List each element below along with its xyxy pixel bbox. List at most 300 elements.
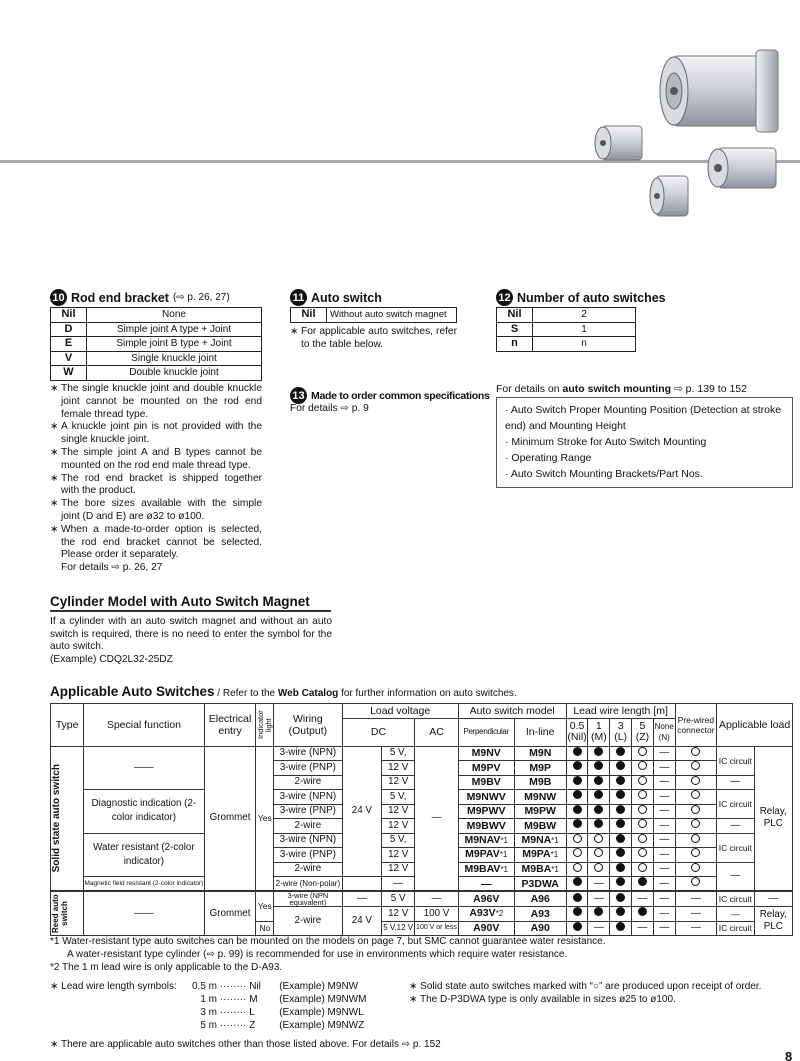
- perp-model: M9NWV: [458, 790, 514, 805]
- available-dot-icon: [616, 805, 625, 814]
- lead-cell: [632, 862, 654, 877]
- section-number-13: 13: [290, 387, 307, 404]
- available-dot-icon: [616, 790, 625, 799]
- table-row: [51, 351, 262, 366]
- perp-model: M9NAV*1: [458, 833, 514, 848]
- list-item: · Auto Switch Proper Mounting Position (Detection at stroke end) and Mounting Height: [505, 404, 782, 432]
- lead-cell: [566, 819, 588, 834]
- made-to-order-ring-icon: [638, 790, 647, 799]
- available-dot-icon: [594, 819, 603, 828]
- lead-cell: [675, 848, 717, 863]
- available-dot-icon: [616, 922, 625, 931]
- lead-cell: [610, 921, 632, 936]
- inline-model: M9PA*1: [514, 848, 566, 863]
- voltage-cell: 5 V: [382, 891, 415, 907]
- lead-cell: [675, 761, 717, 776]
- rod-end-bracket-table: [50, 307, 262, 381]
- col-electrical: Electrical entry: [204, 704, 256, 747]
- function-cell: ——: [84, 746, 204, 790]
- table-row: [51, 337, 262, 352]
- lead-row: 5 m ········ Z (Example) M9NWZ: [200, 1020, 365, 1031]
- perp-model: M9BAV*1: [458, 862, 514, 877]
- inline-model: M9P: [514, 761, 566, 776]
- inline-model: A96: [514, 891, 566, 907]
- dash: —: [690, 907, 701, 919]
- col-indicator: Indicator light: [256, 704, 274, 747]
- load-cell: IC circuit: [717, 833, 754, 862]
- type-reed: Reed auto switch: [51, 891, 84, 936]
- lead-cell: [566, 833, 588, 848]
- lead-cell: [653, 921, 675, 936]
- dash: —: [659, 834, 670, 846]
- wiring-cell: 3-wire (PNP): [274, 761, 343, 776]
- col-inline: In-line: [514, 718, 566, 746]
- col-3: 3 (L): [610, 718, 632, 746]
- dc-cell: [342, 877, 381, 892]
- dash: —: [659, 776, 670, 788]
- lead-cell: [588, 862, 610, 877]
- function-cell: Water resistant (2-color indicator): [84, 833, 204, 877]
- voltage-cell: 12 V: [382, 907, 415, 922]
- mounting-details-box: [496, 397, 793, 488]
- available-dot-icon: [616, 848, 625, 857]
- col-ac: AC: [415, 718, 458, 746]
- made-to-order-ring-icon: [573, 848, 582, 857]
- lead-cell: [566, 891, 588, 907]
- voltage-cell: 5 V,: [382, 833, 415, 848]
- inline-model: M9PW: [514, 804, 566, 819]
- lead-cell: [566, 804, 588, 819]
- made-to-order-title: [290, 387, 490, 404]
- col-type: Type: [51, 704, 84, 747]
- desc-cell: Single knuckle joint: [87, 351, 262, 366]
- applicable-switches-heading: Applicable Auto Switches / Refer to the Web Catalog for further information on auto switches.: [50, 684, 517, 699]
- wiring-cell: 3-wire (NPN): [274, 790, 343, 805]
- lead-cell: [632, 877, 654, 892]
- perp-model: M9BV: [458, 775, 514, 790]
- dash: —: [659, 805, 670, 817]
- auto-switch-note: [290, 326, 457, 352]
- code-cell: D: [51, 322, 87, 337]
- available-dot-icon: [638, 877, 647, 886]
- load-cell: IC circuit: [717, 790, 754, 819]
- col-lead: Lead wire length [m]: [566, 704, 675, 719]
- desc-cell: 2: [533, 308, 636, 323]
- wiring-cell: 3-wire (NPN): [274, 746, 343, 761]
- lead-cell: [610, 746, 632, 761]
- list-item: · Auto Switch Mounting Brackets/Part Nos.: [505, 468, 703, 480]
- lead-cell: [588, 761, 610, 776]
- available-dot-icon: [573, 893, 582, 902]
- lead-cell: [675, 819, 717, 834]
- note-item: ∗ The rod end bracket is shipped together with the product.: [50, 472, 262, 497]
- made-to-order-ring-icon: [691, 805, 700, 814]
- made-to-order-ring-icon: [638, 834, 647, 843]
- load-cell: —: [717, 819, 754, 834]
- wiring-cell: 2-wire: [274, 819, 343, 834]
- available-dot-icon: [573, 747, 582, 756]
- cylinder-model-text: If a cylinder with an auto switch magnet and without an auto switch is required, there is no need to enter the symbol for the auto switch. (Example) CDQ2L32-25DZ: [50, 616, 332, 665]
- table-row: [497, 337, 636, 352]
- lead-cell: [566, 775, 588, 790]
- available-dot-icon: [638, 907, 647, 916]
- lead-row: 3 m ········ L (Example) M9NWL: [200, 1007, 364, 1018]
- inline-model: P3DWA: [514, 877, 566, 892]
- made-to-order-ring-icon: [691, 834, 700, 843]
- lead-cell: [632, 921, 654, 936]
- applicable-switches-table: [50, 703, 793, 936]
- lead-cell: [675, 891, 717, 907]
- perp-model: M9PV: [458, 761, 514, 776]
- footnote-1b[interactable]: A water-resistant type cylinder (⇨ p. 99) is recommended for use in environments which require water resistance.: [67, 949, 568, 960]
- perp-model: M9NV: [458, 746, 514, 761]
- voltage-cell: 5 V,12 V: [382, 921, 415, 936]
- desc-cell: 1: [533, 322, 636, 337]
- lead-cell: [632, 790, 654, 805]
- lead-cell: [675, 921, 717, 936]
- table-row: [51, 746, 793, 761]
- perp-model: M9PWV: [458, 804, 514, 819]
- lead-cell: [566, 907, 588, 922]
- table-row: [51, 366, 262, 381]
- load-cell: IC circuit: [717, 891, 754, 907]
- available-dot-icon: [616, 907, 625, 916]
- made-to-order-ring-icon: [691, 863, 700, 872]
- available-dot-icon: [594, 776, 603, 785]
- lead-cell: [632, 891, 654, 907]
- available-dot-icon: [594, 805, 603, 814]
- lead-cell: [653, 819, 675, 834]
- made-to-order-ring-icon: [691, 848, 700, 857]
- lead-cell: [610, 761, 632, 776]
- lead-cell: [588, 819, 610, 834]
- dash: —: [659, 907, 670, 919]
- list-item: · Minimum Stroke for Auto Switch Mounting: [505, 436, 707, 448]
- note-item: ∗ The single knuckle joint and double knuckle joint cannot be mounted on the rod end female thread type.: [50, 383, 262, 420]
- lead-cell: [653, 775, 675, 790]
- dash: —: [690, 922, 701, 934]
- lead-cell: [675, 790, 717, 805]
- lead-cell: [610, 790, 632, 805]
- lead-cell: [653, 804, 675, 819]
- note-details[interactable]: For details ⇨ p. 26, 27: [61, 562, 163, 574]
- lead-cell: [653, 790, 675, 805]
- dash: —: [659, 761, 670, 773]
- rod-end-bracket-label: Rod end bracket: [71, 290, 169, 305]
- section-number-12: 12: [496, 289, 513, 306]
- wiring-cell: 2-wire: [274, 862, 343, 877]
- inline-model: M9BW: [514, 819, 566, 834]
- page-number: 8: [785, 1049, 793, 1061]
- lead-cell: [566, 862, 588, 877]
- footnote-2: *2 The 1 m lead wire is only applicable to the D-A93.: [50, 962, 283, 973]
- wiring-cell: 2-wire (Non-polar): [274, 877, 343, 892]
- lead-cell: [675, 833, 717, 848]
- inline-model: M9BA*1: [514, 862, 566, 877]
- voltage-cell: 12 V: [382, 848, 415, 863]
- made-to-order-ring-icon: [638, 776, 647, 785]
- voltage-cell: 5 V,: [382, 790, 415, 805]
- number-of-switches-table: [496, 307, 636, 352]
- lead-row: 0.5 m ········ Nil (Example) M9NW: [191, 981, 359, 992]
- desc-cell: n: [533, 337, 636, 352]
- col-none: None (N): [653, 718, 675, 746]
- lead-cell: [588, 921, 610, 936]
- perp-model: A96V: [458, 891, 514, 907]
- dash: —: [659, 819, 670, 831]
- lead-cell: [610, 848, 632, 863]
- wiring-cell: 3-wire (NPN): [274, 833, 343, 848]
- voltage-cell: —: [382, 877, 415, 892]
- lead-cell: [653, 746, 675, 761]
- load-cell: —: [717, 907, 754, 922]
- available-dot-icon: [573, 877, 582, 886]
- available-dot-icon: [573, 761, 582, 770]
- voltage-cell: 12 V: [382, 804, 415, 819]
- lead-cell: [610, 775, 632, 790]
- code-cell: n: [497, 337, 533, 352]
- code-cell: Nil: [497, 308, 533, 323]
- section-number-11: 11: [290, 289, 307, 306]
- dash: —: [593, 922, 604, 934]
- ac-cell: —: [415, 891, 458, 907]
- available-dot-icon: [616, 747, 625, 756]
- dash: —: [659, 922, 670, 934]
- col-prewired: Pre-wired connector: [675, 704, 717, 747]
- function-cell: ——: [84, 891, 204, 936]
- lead-cell: [588, 877, 610, 892]
- lead-cell: [566, 790, 588, 805]
- dc-cell: —: [342, 891, 381, 907]
- note-item: ∗ For applicable auto switches, refer to the table below.: [290, 326, 457, 350]
- wiring-cell: 2-wire: [274, 907, 343, 936]
- lead-cell: [632, 775, 654, 790]
- product-image-cylinders: [580, 38, 795, 223]
- lead-cell: [653, 848, 675, 863]
- col-perp: Perpendicular: [458, 718, 514, 746]
- wiring-cell: 3-wire (NPN equivalent): [274, 891, 343, 907]
- desc-cell: Simple joint B type + Joint: [87, 337, 262, 352]
- lead-row: 1 m ········ M (Example) M9NWM: [200, 994, 367, 1005]
- note-item: ∗ The bore sizes available with the simple joint (D and E) are ø32 to ø100.: [50, 498, 262, 522]
- auto-switch-label: Auto switch: [311, 290, 382, 305]
- available-dot-icon: [616, 863, 625, 872]
- dash: —: [659, 790, 670, 802]
- perp-model: A90V: [458, 921, 514, 936]
- ac-cell: 100 V or less: [415, 921, 458, 936]
- voltage-cell: 12 V: [382, 775, 415, 790]
- made-to-order-ring-icon: [691, 819, 700, 828]
- available-dot-icon: [594, 761, 603, 770]
- list-item: · Operating Range: [505, 452, 592, 464]
- made-to-order-ring-icon: [573, 863, 582, 872]
- lead-wire-symbols-title: ∗ Lead wire length symbols:: [50, 981, 177, 992]
- made-to-order-ring-icon: [594, 863, 603, 872]
- dash: —: [659, 877, 670, 889]
- available-dot-icon: [616, 834, 625, 843]
- wiring-cell: 2-wire: [274, 775, 343, 790]
- lead-cell: [588, 833, 610, 848]
- made-to-order-ring-icon: [638, 761, 647, 770]
- number-of-switches-label: Number of auto switches: [517, 290, 666, 305]
- available-dot-icon: [594, 790, 603, 799]
- available-dot-icon: [616, 776, 625, 785]
- lead-cell: [632, 746, 654, 761]
- ac-cell: —: [415, 746, 458, 891]
- code-cell: W: [51, 366, 87, 381]
- code-cell: Nil: [291, 308, 327, 323]
- voltage-cell: 12 V: [382, 761, 415, 776]
- lead-cell: [566, 921, 588, 936]
- table-row: [497, 322, 636, 337]
- code-cell: Nil: [51, 308, 87, 323]
- lead-cell: [653, 891, 675, 907]
- lead-cell: [610, 833, 632, 848]
- rod-end-bracket-notes: [50, 383, 262, 575]
- available-dot-icon: [594, 907, 603, 916]
- section-number-10: 10: [50, 289, 67, 306]
- ac-cell: 100 V: [415, 907, 458, 922]
- table-header-row: [51, 704, 793, 719]
- note-item: ∗ A knuckle joint pin is not provided with the single knuckle joint.: [50, 421, 262, 446]
- footnote-1: *1 Water-resistant type auto switches can be mounted on the models on page 7, but SMC cannot guarantee water resistance.: [50, 936, 606, 947]
- inline-model: M9NW: [514, 790, 566, 805]
- dash: —: [637, 922, 648, 934]
- available-dot-icon: [616, 819, 625, 828]
- made-to-order-ring-icon: [573, 834, 582, 843]
- lead-cell: [653, 761, 675, 776]
- available-dot-icon: [573, 805, 582, 814]
- type-solid: Solid state auto switch: [51, 746, 84, 891]
- dash: —: [593, 877, 604, 889]
- inline-model: M9B: [514, 775, 566, 790]
- lead-cell: [610, 862, 632, 877]
- inline-model: M9N: [514, 746, 566, 761]
- lead-cell: [610, 804, 632, 819]
- made-to-order-ring-icon: [638, 863, 647, 872]
- made-to-order-ring-icon: [594, 848, 603, 857]
- available-dot-icon: [616, 761, 625, 770]
- made-to-order-details[interactable]: For details ⇨ p. 9: [290, 403, 369, 414]
- desc-cell: None: [87, 308, 262, 323]
- available-dot-icon: [573, 776, 582, 785]
- available-dot-icon: [616, 877, 625, 886]
- dash: —: [637, 893, 648, 904]
- col-special: Special function: [84, 704, 204, 747]
- lead-cell: [566, 761, 588, 776]
- dash: —: [659, 848, 670, 860]
- lead-cell: [566, 877, 588, 892]
- perp-model: —: [458, 877, 514, 892]
- rod-end-bracket-title: [50, 289, 230, 306]
- lead-cell: [610, 891, 632, 907]
- wiring-cell: 3-wire (PNP): [274, 804, 343, 819]
- indicator-cell: Yes: [256, 746, 274, 891]
- footnote-other[interactable]: ∗ There are applicable auto switches other than those listed above. For details ⇨ p. 152: [50, 1039, 441, 1050]
- made-to-order-ring-icon: [691, 747, 700, 756]
- col-1: 1 (M): [588, 718, 610, 746]
- table-row: [51, 308, 262, 323]
- table-row: [497, 308, 636, 323]
- inline-model: A93: [514, 907, 566, 922]
- inline-model: A90: [514, 921, 566, 936]
- lead-cell: [610, 819, 632, 834]
- lead-cell: [653, 833, 675, 848]
- desc-cell: Without auto switch magnet: [327, 308, 457, 323]
- available-dot-icon: [594, 747, 603, 756]
- dc-cell: 24 V: [342, 907, 381, 936]
- table-row: [51, 891, 793, 907]
- col-wiring: Wiring (Output): [274, 704, 343, 747]
- made-to-order-ring-icon: [638, 819, 647, 828]
- wiring-cell: 3-wire (PNP): [274, 848, 343, 863]
- lead-cell: [653, 862, 675, 877]
- perp-model: A93V*2: [458, 907, 514, 922]
- lead-cell: [632, 804, 654, 819]
- lead-cell: [632, 848, 654, 863]
- lead-cell: [610, 907, 632, 922]
- dash: —: [659, 747, 670, 759]
- made-to-order-ring-icon: [638, 848, 647, 857]
- lead-cell: [566, 848, 588, 863]
- lead-cell: [588, 775, 610, 790]
- col-5: 5 (Z): [632, 718, 654, 746]
- voltage-cell: 12 V: [382, 862, 415, 877]
- dash: —: [659, 893, 670, 904]
- mounting-details-heading[interactable]: For details on auto switch mounting ⇨ p. 139 to 152: [496, 383, 747, 395]
- indicator-cell: Yes: [256, 891, 274, 921]
- entry-cell: Grommet: [204, 746, 256, 891]
- lead-cell: [653, 907, 675, 922]
- footnote-order: ∗ Solid state auto switches marked with “○” are produced upon receipt of order.: [409, 981, 762, 992]
- load-cell: IC circuit: [717, 746, 754, 775]
- available-dot-icon: [573, 819, 582, 828]
- lead-cell: [588, 804, 610, 819]
- col-load-voltage: Load voltage: [342, 704, 458, 719]
- load-cell: —: [717, 862, 754, 891]
- table-row: [291, 308, 457, 323]
- lead-cell: [588, 790, 610, 805]
- lead-cell: [675, 862, 717, 877]
- available-dot-icon: [573, 922, 582, 931]
- dash: —: [690, 893, 701, 904]
- relay-cell: Relay, PLC: [754, 746, 793, 891]
- load-cell: IC circuit: [717, 921, 754, 936]
- lead-cell: [610, 877, 632, 892]
- load-cell: —: [717, 775, 754, 790]
- lead-cell: [632, 819, 654, 834]
- dash: —: [593, 893, 604, 904]
- lead-wire-symbols: [189, 980, 366, 1032]
- note-item: ∗ When a made-to-order option is selected, the rod end bracket cannot be selected. Please order it separately.: [50, 523, 262, 561]
- cylinder-model-heading: Cylinder Model with Auto Switch Magnet: [50, 594, 331, 612]
- made-to-order-label: Made to order common specifications: [311, 389, 490, 402]
- made-to-order-ring-icon: [691, 776, 700, 785]
- perp-model: M9PAV*1: [458, 848, 514, 863]
- indicator-cell: No: [256, 921, 274, 936]
- lead-cell: [632, 907, 654, 922]
- desc-cell: Simple joint A type + Joint: [87, 322, 262, 337]
- footnote-p3dwa: ∗ The D-P3DWA type is only available in sizes ø25 to ø100.: [409, 994, 676, 1005]
- col-05: 0.5 (Nil): [566, 718, 588, 746]
- lead-cell: [653, 877, 675, 892]
- auto-switch-title: [290, 289, 382, 306]
- rod-end-bracket-ref: (⇨ p. 26, 27): [172, 292, 230, 303]
- auto-switch-table: [290, 307, 457, 323]
- lead-cell: [675, 804, 717, 819]
- lead-cell: [588, 746, 610, 761]
- col-model: Auto switch model: [458, 704, 566, 719]
